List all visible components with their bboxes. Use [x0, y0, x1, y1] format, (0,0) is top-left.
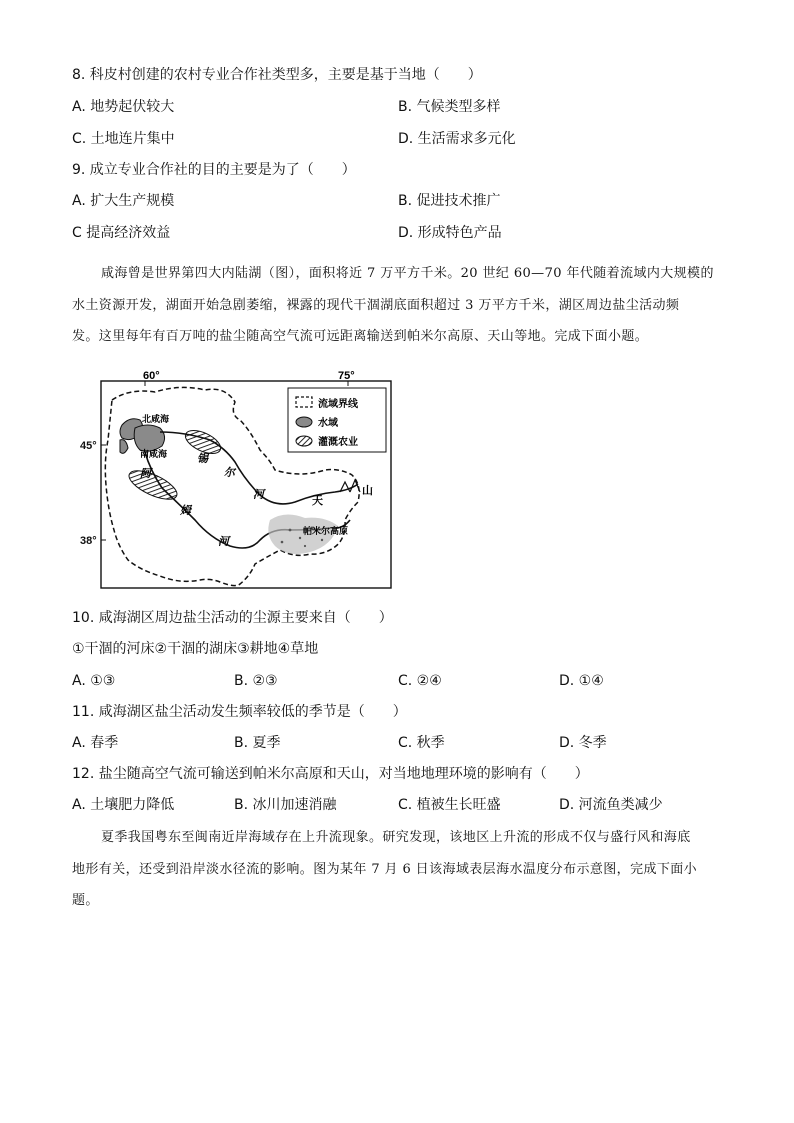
question-10-stem: 10. 咸海湖区周边盐尘活动的尘源主要来自（ ）	[72, 610, 393, 626]
question-10-option-b: B. ②③	[234, 673, 278, 689]
question-9-stem: 9. 成立专业合作社的目的主要是为了（ ）	[72, 162, 356, 178]
lon-label-60: 60°	[143, 370, 160, 382]
passage-2-line-3: 题。	[72, 893, 99, 908]
lat-label-45: 45°	[80, 440, 97, 452]
aral-sea-basin-map	[100, 370, 392, 590]
legend-boundary-label: 流域界线	[318, 399, 358, 410]
question-8-stem: 8. 科皮村创建的农村专业合作社类型多，主要是基于当地（ ）	[72, 67, 482, 83]
question-12-option-d: D. 河流鱼类减少	[559, 797, 663, 813]
passage-1-line-1: 咸海曾是世界第四大内陆湖（图），面积将近 7 万平方千米。20 世纪 60—70 年代随着流域内大规模的	[101, 266, 714, 281]
syr-label-1: 锡	[197, 452, 208, 465]
question-11-option-d: D. 冬季	[559, 735, 607, 751]
south-aral-sea	[134, 425, 164, 451]
question-10-option-d: D. ①④	[559, 673, 604, 689]
question-8-option-a: A. 地势起伏较大	[72, 99, 175, 115]
passage-2-line-1: 夏季我国粤东至闽南近岸海域存在上升流现象。研究发现，该地区上升流的形成不仅与盛行风和海底	[101, 830, 691, 845]
question-10-option-c: C. ②④	[398, 673, 442, 689]
passage-2-line-2: 地形有关，还受到沿岸淡水径流的影响。图为某年 7 月 6 日该海域表层海水温度分布示意图，完成下面小	[72, 862, 698, 877]
legend-irrigation-swatch	[296, 436, 312, 446]
question-10-option-a: A. ①③	[72, 673, 116, 689]
legend-water-label: 水域	[318, 418, 338, 429]
south-aral-label: 南咸海	[140, 450, 168, 460]
question-9-option-b: B. 促进技术推广	[398, 193, 501, 209]
tianshan-label-2: 山	[362, 484, 373, 497]
legend-water-swatch	[296, 417, 312, 427]
question-11-stem: 11. 咸海湖区盐尘活动发生频率较低的季节是（ ）	[72, 704, 407, 720]
question-9-option-a: A. 扩大生产规模	[72, 193, 175, 209]
question-11-option-a: A. 春季	[72, 735, 119, 751]
syr-label-2: 尔	[224, 466, 235, 479]
question-12-option-b: B. 冰川加速消融	[234, 797, 337, 813]
question-8-option-c: C. 土地连片集中	[72, 131, 175, 147]
pamir-label: 帕米尔高原	[303, 527, 349, 537]
question-12-stem: 12. 盐尘随高空气流可输送到帕米尔高原和天山，对当地地理环境的影响有（ ）	[72, 766, 589, 782]
question-8-option-b: B. 气候类型多样	[398, 99, 501, 115]
amu-label-1: 阿	[140, 467, 151, 480]
amu-label-2: 姆	[180, 504, 191, 517]
syr-label-3: 河	[253, 488, 264, 501]
question-10-choices: ①干涸的河床②干涸的湖床③耕地④草地	[72, 641, 319, 657]
question-12-option-a: A. 土壤肥力降低	[72, 797, 175, 813]
question-9-option-c: C 提高经济效益	[72, 225, 171, 241]
tianshan-label-1: 天	[312, 494, 323, 507]
amu-label-3: 河	[218, 535, 229, 548]
question-9-option-d: D. 形成特色产品	[398, 225, 502, 241]
question-11-option-b: B. 夏季	[234, 735, 281, 751]
passage-1-line-3: 发。这里每年有百万吨的盐尘随高空气流可远距离输送到帕米尔高原、天山等地。完成下面小题。	[72, 329, 649, 344]
north-aral-label: 北咸海	[142, 415, 170, 425]
passage-1-line-2: 水土资源开发，湖面开始急剧萎缩，裸露的现代干涸湖底面积超过 3 万平方千米，湖区周边盐尘活动频	[72, 298, 680, 313]
question-8-option-d: D. 生活需求多元化	[398, 131, 516, 147]
lon-label-75: 75°	[338, 370, 355, 382]
legend-irrigation-label: 灌溉农业	[318, 437, 358, 448]
lat-label-38: 38°	[80, 535, 97, 547]
question-11-option-c: C. 秋季	[398, 735, 445, 751]
question-12-option-c: C. 植被生长旺盛	[398, 797, 501, 813]
